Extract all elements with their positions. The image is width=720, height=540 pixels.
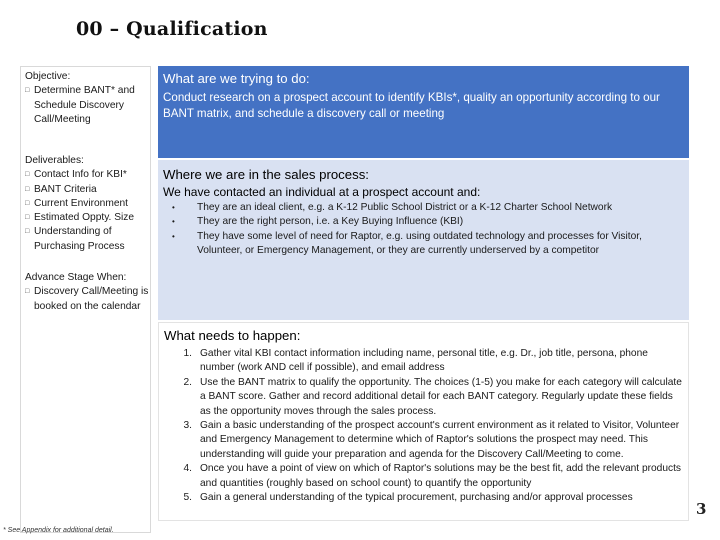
sales-process-list xyxy=(172,201,684,259)
slide-title: 00 – Qualification xyxy=(76,18,268,40)
page-number: 3 xyxy=(696,500,707,518)
objective-heading: Objective: xyxy=(25,71,71,82)
checkbox-bullet-icon: □ xyxy=(25,199,30,207)
sales-process-intro: We have contacted an individual at a prospect account and: xyxy=(163,185,481,199)
list-item: • They are the right person, i.e. a Key Buying Influence (KBI) xyxy=(172,215,684,229)
list-item: □ Contact Info for KBI* xyxy=(25,168,151,182)
list-item: 5. Gain a general understanding of the typical procurement, purchasing and/or approval processes xyxy=(183,492,633,504)
list-item: □ Current Environment xyxy=(25,197,151,211)
checkbox-bullet-icon: □ xyxy=(25,171,30,179)
advance-heading: Advance Stage When: xyxy=(25,272,127,283)
list-item: • They have some level of need for Raptor, e.g. using outdated technology and processes for Visitor, Volunteer, or Emergency Management, or they are currently underserved by a competitor xyxy=(172,230,684,259)
checkbox-bullet-icon: □ xyxy=(25,87,30,95)
list-item: 3. Gain a basic understanding of the prospect account's current environment as it related to Visitor, Volunteer and Emergency Management to determine which of Raptor's solutions the prospect may need. This understanding will guide your preparation and agenda for the Discovery Call/Meeting to come. xyxy=(183,420,680,460)
list-item: 1. Gather vital KBI contact information including name, personal title, e.g. Dr., job title, persona, phone number (work AND cell if possible), and email address xyxy=(183,348,648,374)
list-item: □ BANT Criteria xyxy=(25,183,151,197)
sales-process-panel xyxy=(158,160,689,320)
goal-heading: What are we trying to do: xyxy=(163,71,310,86)
checkbox-bullet-icon: □ xyxy=(25,228,30,236)
list-item: • They are an ideal client, e.g. a K-12 Public School District or a K-12 Charter School Network xyxy=(172,201,684,215)
list-item: □ Estimated Oppty. Size xyxy=(25,211,151,225)
sales-process-heading: Where we are in the sales process: xyxy=(163,167,369,182)
checkbox-bullet-icon: □ xyxy=(25,288,30,296)
deliverables-heading: Deliverables: xyxy=(25,155,84,166)
goal-panel xyxy=(158,66,689,158)
checkbox-bullet-icon: □ xyxy=(25,185,30,193)
list-item: 4. Once you have a point of view on which of Raptor's solutions may be the best fit, add the relevant products and quantities (roughly based on school count) to quantify the opportunity xyxy=(183,463,682,489)
list-item: □ Understanding of Purchasing Process xyxy=(25,225,151,254)
sidebar xyxy=(20,66,151,533)
objective-section xyxy=(25,70,151,127)
next-steps-list xyxy=(167,347,685,505)
bullet-icon: • xyxy=(172,203,175,212)
footnote: * See Appendix for additional detail. xyxy=(3,527,114,534)
next-steps-heading: What needs to happen: xyxy=(164,328,301,343)
checkbox-bullet-icon: □ xyxy=(25,214,30,222)
goal-body: Conduct research on a prospect account to identify KBIs*, quality an opportunity according to our BANT matrix, and schedule a discovery call or meeting xyxy=(163,91,660,120)
list-item: 2. Use the BANT matrix to qualify the opportunity. The choices (1-5) you make for each category will calculate a BANT score. Gather and record additional detail for each BANT category. Regularly update these fields as the opportunity moves through the sales process. xyxy=(183,376,682,417)
list-item: □ Determine BANT* and Schedule Discovery Call/Meeting xyxy=(25,84,151,127)
bullet-icon: • xyxy=(172,217,175,227)
advance-section xyxy=(25,271,151,314)
bullet-icon: • xyxy=(172,231,175,241)
deliverables-section xyxy=(25,154,151,254)
list-item: □ Discovery Call/Meeting is booked on the calendar xyxy=(25,285,151,314)
next-steps-panel xyxy=(158,322,689,521)
